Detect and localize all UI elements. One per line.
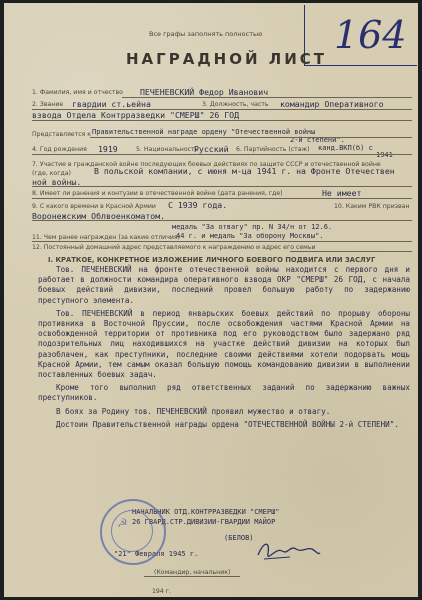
field-7-value-cont: ной войны. [32, 177, 82, 187]
field-8-value: Не имеет [322, 188, 362, 198]
field-3-label: 3. Должность, часть [202, 101, 269, 108]
merit-paragraph: Кроме того выполнил ряд ответственных заданий по задержанию важных преступников. [38, 383, 410, 403]
field-2-value: гвардии ст.ьейна [72, 99, 151, 109]
field-8-label: 8. Имеет ли ранения и контузии в отечественной войне (дата ранения, где) [32, 190, 283, 197]
field-9-value: С 1939 года. [168, 200, 228, 210]
merit-paragraph: Тов. ПЕЧЕНЕВСКИЙ в период январьских боевых действий по прорыву обороны противника в Восточной Пруссии, после освобождения частями Красной Армии на освобожденной территории от противника под его руководством было задержано ряд подозрительных лиц находившихся на участке действий дивизии на которых был разоблачен, как преступники, последние своими действиями хотели подорвать мощь Красной Армии, тем самым оказал большую помощь командованию дивизии в выполнении поставленных боевых задач. [38, 308, 410, 380]
field-4-6-line [32, 154, 412, 155]
blank-date: 194 г. [152, 588, 171, 595]
field-7-line [32, 186, 412, 187]
field-11-value: медаль "За отвагу" пр. N 34/н от 12.6. [172, 223, 333, 231]
signoff-position-line1: НАЧАЛЬНИК ОТД.КОНТРРАЗВЕДКИ "СМЕРШ" [132, 508, 280, 516]
field-5-value: Русский [194, 144, 229, 154]
signoff-name: (БЕЛОВ) [224, 534, 254, 542]
field-6-value: канд.ВКП(б) с [318, 144, 373, 152]
field-1-value: ПЕЧЕНЕВСКИЙ Федор Иванович [140, 87, 269, 97]
field-1-label: 1. Фамилия, имя и отчество [32, 89, 123, 96]
section-heading: I. КРАТКОЕ, КОНКРЕТНОЕ ИЗЛОЖЕНИЕ ЛИЧНОГО БОЕВОГО ПОДВИГА ИЛИ ЗАСЛУГ [48, 256, 376, 264]
field-12-label: 12. Постоянный домашний адрес представляемого к награждению и адрес его семьи [32, 244, 316, 251]
field-11-line [32, 241, 412, 242]
represented-line [90, 137, 412, 138]
award-sheet [4, 3, 418, 597]
field-9-label: 9. С какого времени в Красной Армии [32, 203, 156, 210]
field-7-label: 7. Участие в гражданской войне последующих боевых действиях по защите СССР и отечественной войне [32, 161, 381, 168]
signoff-position-line2: 26 ГВАРД.СТР.ДИВИЗИИ-ГВАРДИИ МАЙОР [132, 518, 276, 526]
field-2-label: 2. Звание [32, 101, 64, 108]
field-8-line [32, 198, 412, 199]
field-3-value: командир Оперативного [280, 99, 384, 109]
field-3-value-cont: взвода Отдела Контрразведки "СМЕРШ" 26 ГОД [32, 110, 240, 120]
field-4-value: 1919 [98, 144, 118, 154]
signature [254, 537, 324, 565]
field-5-label: 5. Национальность [136, 146, 199, 153]
represented-value: Правительственной награде ордену "Отечественной войны [92, 128, 316, 136]
signoff-date: "21" Февраля 1945 г. [114, 550, 199, 558]
field-3-cont-line [32, 120, 412, 121]
field-11-value-cont: 44 г. и медаль "За оборону Москвы". [176, 232, 324, 240]
field-4-label: 4. Год рождения [32, 146, 87, 153]
represented-label: Представляется к [32, 131, 92, 138]
field-6-label: 6. Партийность (стаж) [236, 146, 310, 153]
field-10-value: Воронежским Облвоенкоматом. [32, 211, 166, 221]
field-9-10-line [32, 220, 412, 221]
official-seal [100, 499, 166, 565]
signer-caption: (Командир, начальник) [154, 569, 231, 576]
field-1-line [122, 97, 412, 98]
field-7-value: В польской компании, с июня м-ца 1941 г. на Фронте Отечествен [94, 166, 395, 176]
merit-description [38, 265, 410, 430]
field-12-line [290, 251, 412, 252]
field-6-year: 1941 [376, 151, 393, 159]
fill-instruction: Все графы заполнять полностью [149, 30, 263, 38]
sheet-number: 164 [334, 13, 407, 57]
seal-emblem-icon: ☭ [117, 516, 128, 530]
field-7-label-cont: (где, когда) [32, 170, 71, 177]
merit-paragraph: Достоин Правительственной награды ордена "ОТЕЧЕСТВЕННОЙ ВОЙНЫ 2-й СТЕПЕНИ". [56, 419, 399, 429]
field-10-label: 10. Каким РВК призван [334, 203, 410, 210]
merit-paragraph: Тов. ПЕЧЕНЕВСКИЙ на фронте отечественной войны находится с первого дня и работает в должности командира оперативного взвода ОКР "СМЕРШ" 26 ГОД, с начала боевых действий дивизии, последний провел большую работу по задержанию преступного элемента. [38, 265, 410, 305]
document-title: НАГРАДНОЙ ЛИСТ [126, 50, 328, 68]
signer-line [144, 576, 240, 577]
represented-value-cont: 2-й степени". [290, 136, 345, 144]
merit-paragraph: В боях за Родину тов. ПЕЧЕНЕВСКИЙ проявил мужество и отвагу. [56, 406, 331, 416]
field-11-label: 11. Чем ранее награжден (за какие отличия) [32, 234, 181, 241]
